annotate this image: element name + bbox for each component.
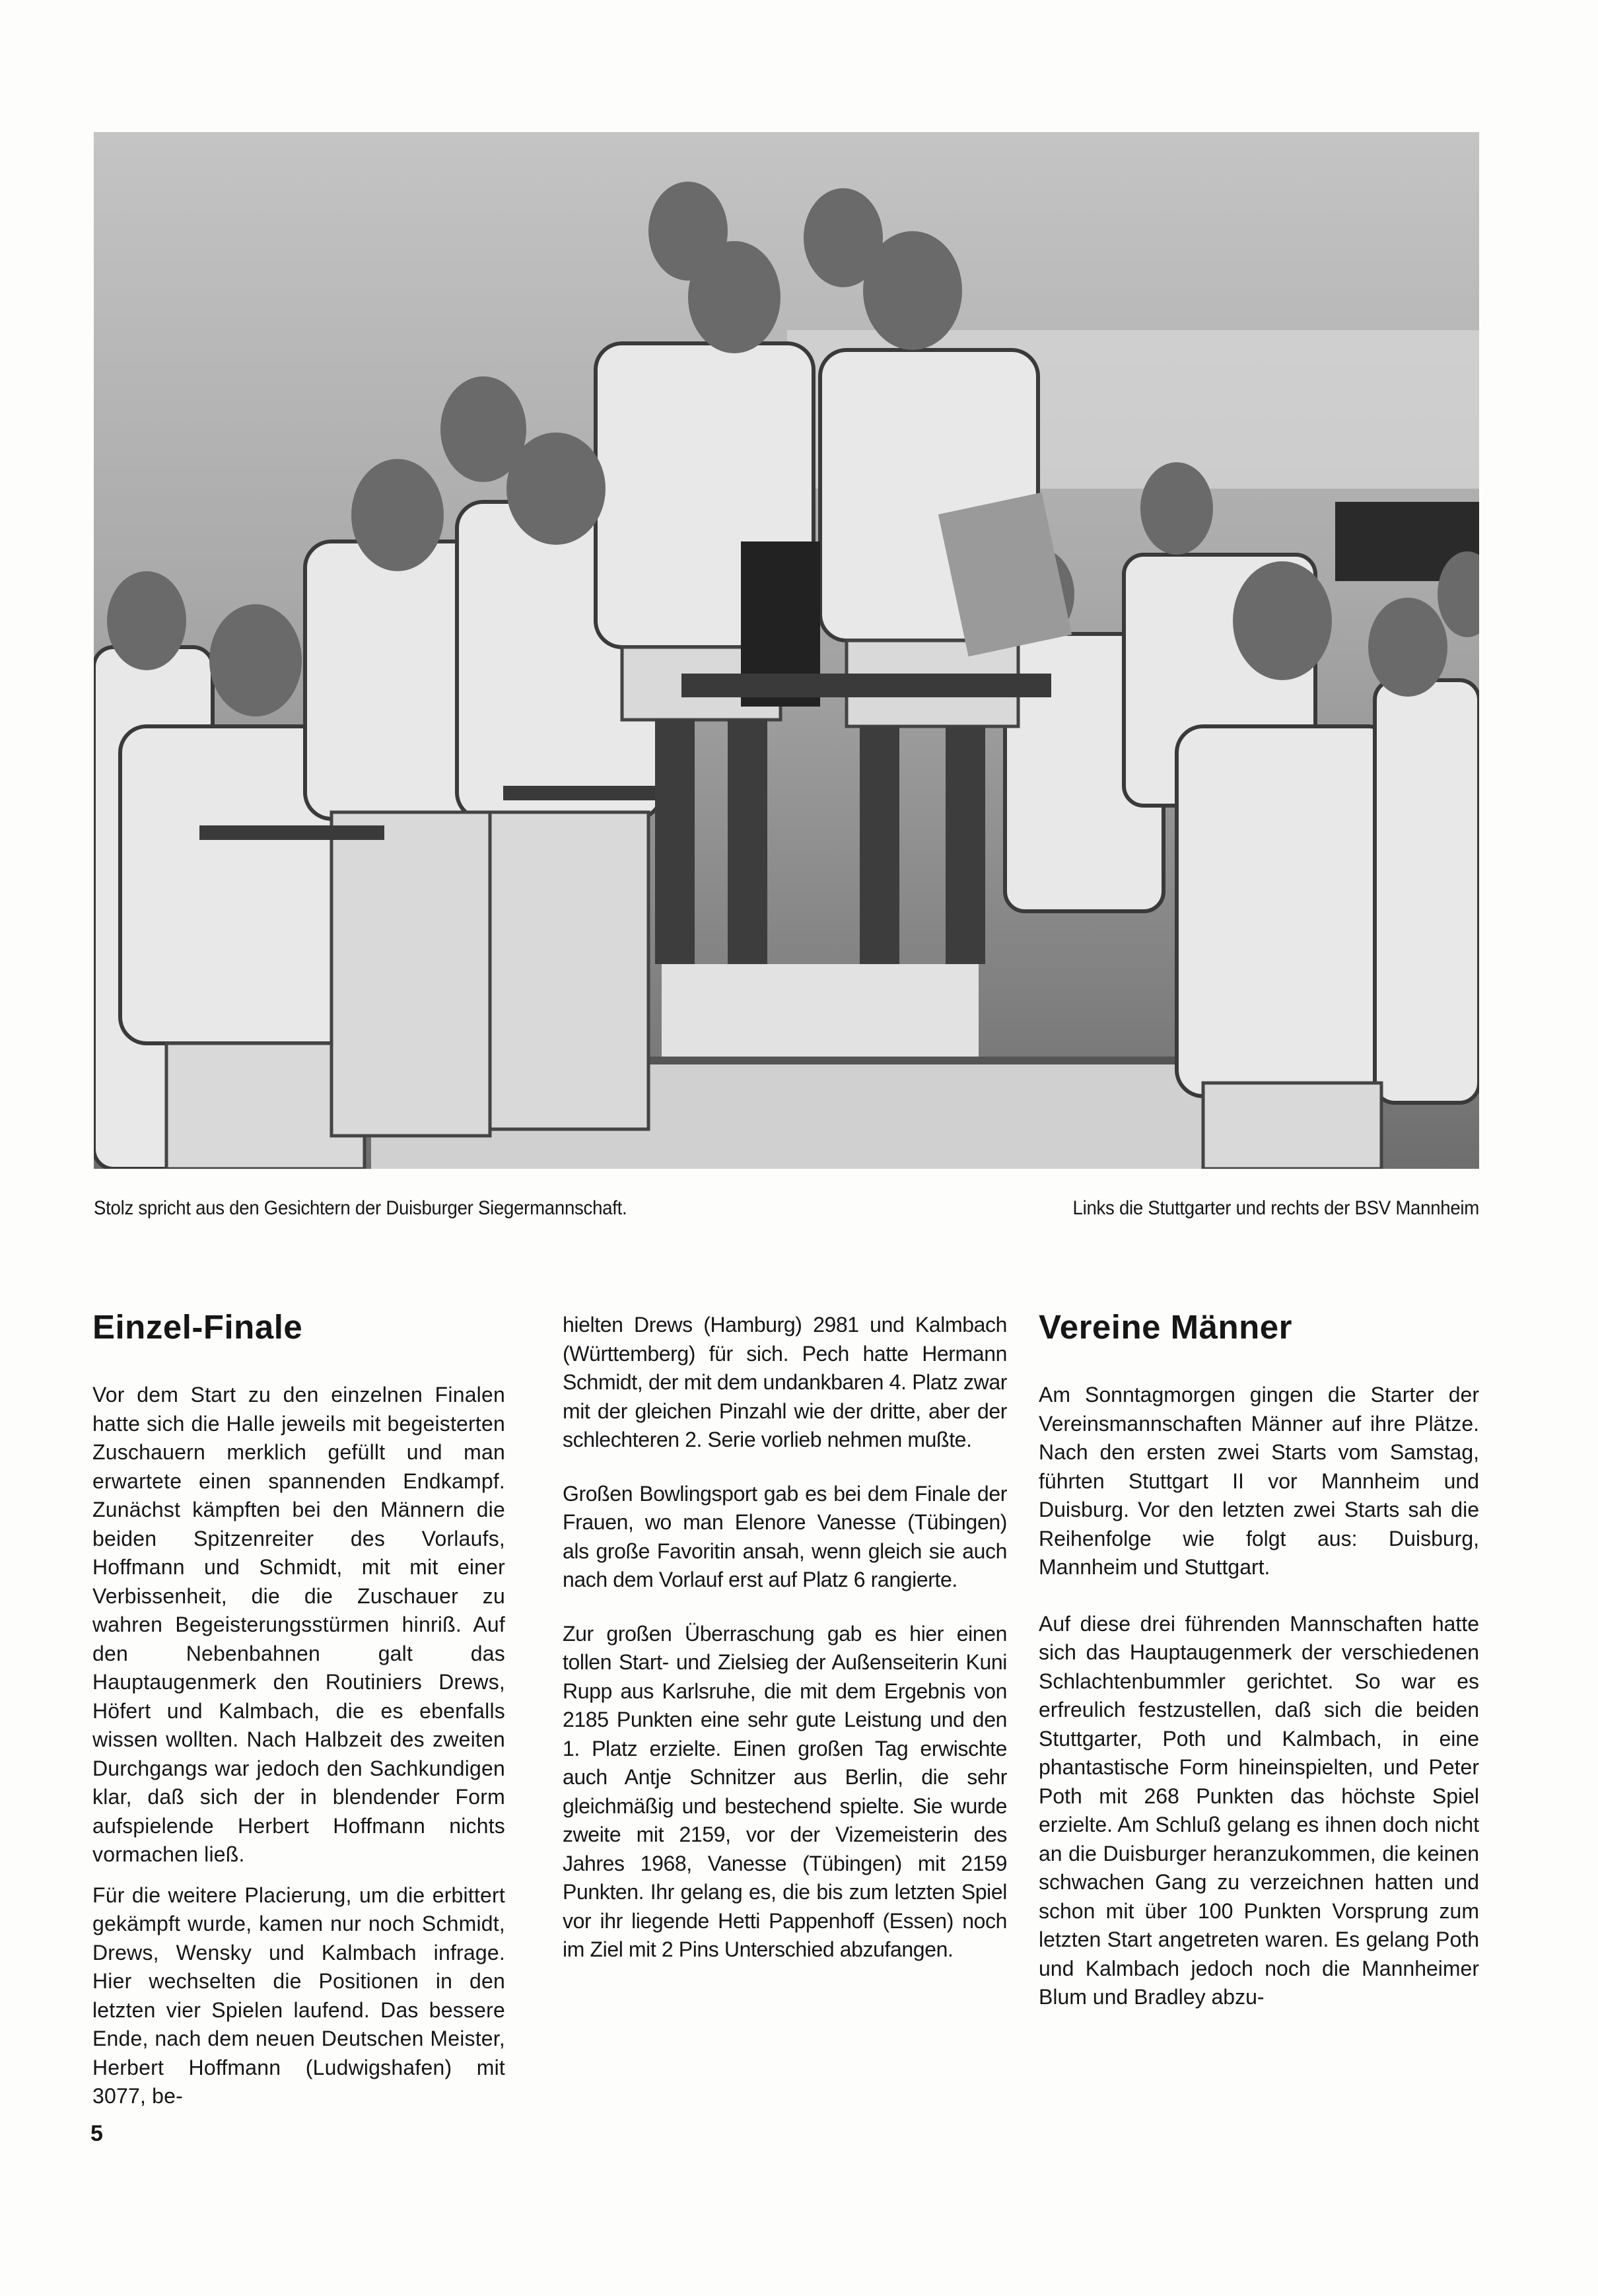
- column-vereine-maenner: [1039, 1304, 1479, 2040]
- page-number: 5: [90, 2121, 103, 2146]
- column-continuation: [563, 1311, 1007, 1990]
- photo-caption-right: Links die Stuttgarter und rechts der BSV Mannheim: [1072, 1197, 1479, 1219]
- paragraph: Auf diese drei führenden Mannschaften hatte sich das Hauptaugenmerk der verschiedenen Schlachtenbummler gerichtet. So war es erfreulich festzustellen, daß sich die beiden Stuttgarter, Poth und Kalmbach, in eine phantastische Form hineinspielten, und Peter Poth mit 268 Punkten das höchste Spiel erzielte. Am Schluß gelang es ihnen doch nicht an die Duisburger heranzukommen, die keinen schwachen Gang zu verzeichnen hatten und schon mit über 100 Punkten Vorsprung zum letzten Start angetreten waren. Es gelang Poth und Kalmbach jedoch noch die Mannheimer Blum und Bradley abzu-: [1039, 1611, 1479, 2009]
- paragraph: Zur großen Überraschung gab es hier einen tollen Start- und Zielsieg der Außenseiterin Kuni Rupp aus Karlsruhe, die mit dem Ergebnis von 2185 Punkten eine sehr gute Leistung und den 1. Platz erzielte. Einen großen Tag erwischte auch Antje Schnitzer aus Berlin, die sehr gleichmäßig und bestechend spielte. Sie wurde zweite mit 2159, vor der Vizemeisterin des Jahres 1968, Vanesse (Tübingen) mit 2159 Punkten. Ihr gelang es, die bis zum letzten Spiel vor ihr liegende Hetti Pappenhoff (Essen) noch im Ziel mit 2 Pins Unterschied abzufangen.: [563, 1621, 1007, 1961]
- column-einzel-finale: [92, 1304, 505, 2123]
- team-photo: [94, 132, 1479, 1169]
- section-heading: Vereine Männer: [1039, 1308, 1292, 1346]
- paragraph: hielten Drews (Hamburg) 2981 und Kalmbach (Württemberg) für sich. Pech hatte Hermann Schmidt, der mit dem undankbaren 4. Platz zwar mit der gleichen Pinzahl wie der dritte, aber der schlechteren 2. Serie vorlieb nehmen mußte.: [563, 1313, 1007, 1451]
- photo-caption-left: Stolz spricht aus den Gesichtern der Duisburger Siegermannschaft.: [94, 1197, 627, 1219]
- section-heading: Einzel-Finale: [92, 1308, 303, 1346]
- paragraph: Vor dem Start zu den einzelnen Finalen hatte sich die Halle jeweils mit begeisterten Zuschauern merklich gefüllt und man erwartete einen spannenden Endkampf. Zunächst kämpften bei den Männern die beiden Spitzenreiter des Vorlaufs, Hoffmann und Schmidt, mit mit einer Verbissenheit, die die Zuschauer zu wahren Begeisterungsstürmen hinriß. Auf den Nebenbahnen galt das Hauptaugenmerk den Routiniers Drews, Höfert und Kalmbach, die es ebenfalls wissen wollten. Nach Halbzeit des zweiten Durchgangs war jedoch den Sachkundigen klar, daß sich der in blendender Form aufspielende Herbert Hoffmann nichts vormachen ließ.: [92, 1383, 505, 1866]
- paragraph: Am Sonntagmorgen gingen die Starter der Vereinsmannschaften Männer auf ihre Plätze. Nach den ersten zwei Starts vom Samstag, führten Stuttgart II vor Mannheim und Duisburg. Vor den letzten zwei Starts sah die Reihenfolge wie folgt aus: Duisburg, Mannheim und Stuttgart.: [1039, 1383, 1479, 1579]
- paragraph: Großen Bowlingsport gab es bei dem Finale der Frauen, wo man Elenore Vanesse (Tübingen) als große Favoritin ansah, wenn gleich sie auch nach dem Vorlauf erst auf Platz 6 rangierte.: [563, 1481, 1007, 1591]
- photo-illustration: [94, 132, 1479, 1169]
- paragraph: Für die weitere Placierung, um die erbittert gekämpft wurde, kamen nur noch Schmidt, Drews, Wensky und Kalmbach infrage. Hier wechselten die Positionen in den letzten vier Spielen laufend. Das bessere Ende, nach dem neuen Deutschen Meister, Herbert Hoffmann (Ludwigshafen) mit 3077, be-: [92, 1883, 505, 2108]
